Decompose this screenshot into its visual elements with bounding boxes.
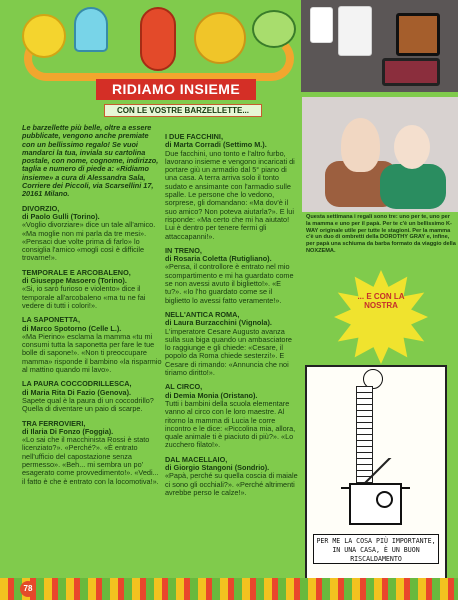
joke-author: di Paolo Gulli (Torino).	[22, 211, 100, 221]
page-title: RIDIAMO INSIEME	[96, 79, 256, 100]
burst-text: ... E CON LA NOSTRA	[357, 292, 405, 310]
joke-item	[22, 269, 162, 310]
makeup-case-icon	[382, 58, 440, 86]
cream-box-icon	[338, 6, 372, 56]
gift-caption: Questa settimana i regali sono tre: uno per te, uno per la mamma e uno per il papà. Per te c'è un bellissimo K-WAY originale utile per tutte le stagioni. Per la mamma c'è un duo di ombretti della DOROTHY GRAY e, infine, per papà una schiuma da barba formato da viaggio della NOXZEMA.	[306, 214, 456, 254]
joke-title: I DUE FACCHINI,	[165, 132, 223, 141]
joke-text: «Papà, perché su quella coscia di maiale ci sono gli occhiali?». «Perché altrimenti avrebbe perso le calze!».	[165, 471, 298, 497]
joke-author: di Demia Monia (Oristano).	[165, 390, 258, 400]
man-icon	[376, 491, 393, 508]
joke-item	[165, 133, 298, 241]
joke-title: DAL MACELLAIO,	[165, 454, 228, 464]
lotion-icon	[310, 7, 333, 43]
decorative-border	[0, 578, 458, 600]
joke-author: di Maria Rita Di Fazio (Genova).	[22, 387, 132, 397]
joke-author: di Laura Burzacchini (Vignola).	[165, 318, 272, 328]
joke-title: NELL'ANTICA ROMA,	[165, 309, 240, 319]
joke-title: IN TRENO,	[165, 245, 202, 255]
blue-ghost-icon	[74, 7, 108, 52]
right-column	[165, 127, 298, 497]
joke-item	[22, 316, 162, 374]
joke-text: Sapete qual è la paura di un coccodrillo? Quella di diventare un paio di scarpe.	[22, 395, 154, 414]
joke-text: Tutti i bambini della scuola elementare vanno al circo con le loro maestre. Al ritorno la mamma di Lucia le corre incontro e le dice: «Piccolina mia, allora, quale animale ti è piaciuto di più?». «Lo zucchero filato!».	[165, 398, 296, 450]
joke-item	[22, 205, 162, 263]
joke-author: di Ilaria Di Fonzo (Foggia).	[22, 426, 114, 436]
joke-item	[165, 247, 298, 305]
joke-author: di Rosaria Coletta (Rutigliano).	[165, 254, 272, 264]
joke-item	[165, 456, 298, 497]
joke-item	[22, 380, 162, 413]
joke-author: di Marco Spotorno (Celle L.).	[22, 323, 122, 333]
joke-text: «Ma Pierino» esclama la mamma «tu mi consumi tutta la saponetta per fare le tue bolle di sapone!». «Non ti preoccupare mamma» risponde il bambino «la risparmio al mattino quando mi lavo».	[22, 331, 162, 375]
house-icon	[349, 483, 402, 525]
joke-title: DIVORZIO,	[22, 203, 60, 213]
child-face-icon	[394, 125, 430, 169]
child-face-icon	[341, 118, 380, 172]
joke-title: TEMPORALE E ARCOBALENO,	[22, 267, 131, 277]
joke-author: di Giuseppe Masoero (Torino).	[22, 276, 127, 286]
cartoon-caption: PER ME LA COSA PIÙ IMPORTANTE, IN UNA CASA, È UN BUON RISCALDAMENTO	[313, 534, 439, 564]
joke-author: di Marta Corradi (Settimo M.).	[165, 140, 267, 150]
header-illustration	[14, 4, 301, 86]
joke-author: di Giorgio Stangoni (Sondrio).	[165, 462, 270, 472]
joke-text: «Lo sai che il macchinista Rossi è stato licenziato?». «Perché?». «È entrato nell'ufficio del capostazione senza permesso». «Beh... mi sembra un po' esagerato come provvedimento!». «Vedi... il fatto è che è entrato con la locomotiva!».	[22, 435, 159, 486]
joke-text: «Voglio divorziare» dice un tale all'amico. «Ma moglie non mi parla da tre mesi». «Pensaci due volte prima di farlo» lo consiglia l'amico «mogli così è difficile trovarne!».	[22, 220, 156, 263]
red-sausage-icon	[140, 7, 176, 71]
joke-title: LA PAURA COCCODRILLESCA,	[22, 379, 132, 389]
page-number: 78	[20, 581, 36, 597]
page-subtitle: CON LE VOSTRE BARZELLETTE...	[104, 104, 262, 117]
left-column	[22, 124, 162, 486]
yellow-ball-icon	[194, 12, 246, 64]
joke-text: L'imperatore Cesare Augusto avanza sulla sua biga quando un ambasciatore lo raggiunge e gli chiede: «Cesare, il popolo da Roma chiede sesterzi!». E Cesare di rimando: «Annuncia che noi tiriamo diritto!».	[165, 326, 292, 378]
child-jacket-icon	[380, 164, 446, 209]
joke-text: Due facchini, uno tonto e l'altro furbo, lavorano insieme e vengono incaricati di portare giù un armadio dal 5° piano di una casa. A terra arriva solo il tonto sudato e ansimante con l'armadio sulle spalle. Le persone che lo vedono, sorprese, gli domandano: «Ma dov'è il suo amico? Non poteva aiutarla?». E lui risponde: «Ma certo che mi ha aiutato! Lui è dentro per tenere fermi gli attaccapanni!».	[165, 148, 295, 241]
joke-item	[165, 311, 298, 377]
joke-item	[165, 383, 298, 449]
joke-item	[22, 420, 162, 486]
joke-title: AL CIRCO,	[165, 382, 203, 392]
joke-text: «Pensa, il controllore è entrato nel mio scompartimento e mi ha guardato come se non avessi avuto il biglietto!». «E tu?». «Io l'ho guardato come se il biglietto lo avessi fatto veramente!».	[165, 262, 294, 305]
joke-title: TRA FERROVIERI,	[22, 418, 86, 428]
joke-text: «Si, io sarò furioso e violento» dice il temporale all'arcobaleno «ma tu ne fai vedere di tutti i colori!».	[22, 284, 146, 310]
eyeshadow-icon	[396, 13, 440, 56]
frog-face-icon	[252, 10, 296, 48]
smiling-ball-icon	[22, 14, 66, 58]
joke-title: LA SAPONETTA,	[22, 315, 80, 325]
intro-text: Le barzellette più belle, oltre a essere pubblicate, vengono anche premiate con un bellissimo regalo! Se vuoi mandarci la tua, inviala su cartolina postale, con nome, cognome, indirizzo, taglia e numero di piede a: «Ridiamo insieme» a cura di Alessandra Sala, Corriere dei Piccoli, via Scarsellini 17, 20161 Milano.	[22, 123, 159, 199]
